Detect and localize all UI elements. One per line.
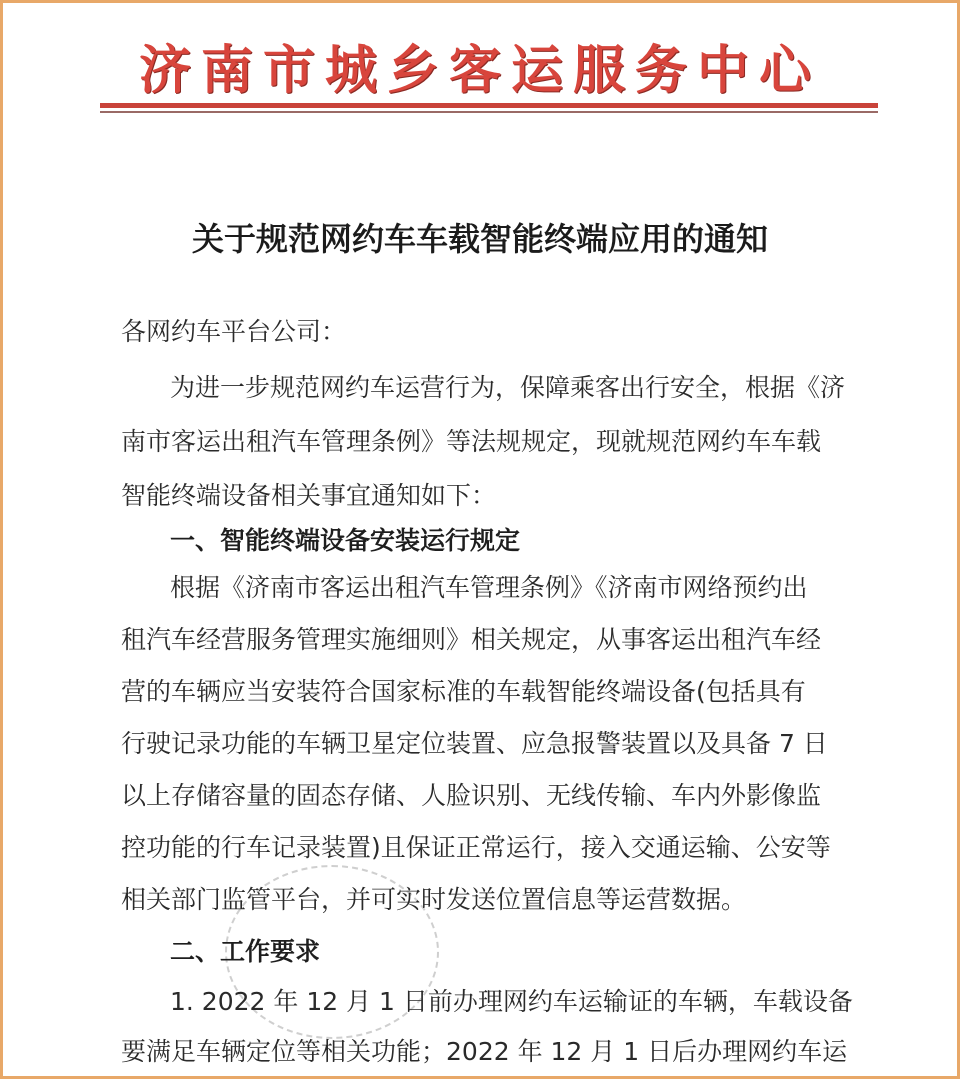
section-heading-2: 二、工作要求 xyxy=(170,937,321,966)
paragraph-line: 南市客运出租汽车管理条例》等法规规定，现就规范网约车车载 xyxy=(121,427,822,456)
paragraph-line: 为进一步规范网约车运营行为，保障乘客出行安全，根据《济 xyxy=(170,373,846,402)
salutation: 各网约车平台公司： xyxy=(121,317,347,346)
paragraph-line: 根据《济南市客运出租汽车管理条例》《济南市网络预约出 xyxy=(170,573,808,602)
paragraph-line: 1. 2022 年 12 月 1 日前办理网约车运输证的车辆，车载设备 xyxy=(170,987,853,1016)
paragraph-line: 租汽车经营服务管理实施细则》相关规定，从事客运出租汽车经 xyxy=(121,625,822,654)
masthead-rule-thick xyxy=(100,103,878,108)
paragraph-line: 行驶记录功能的车辆卫星定位装置、应急报警装置以及具备 7 日 xyxy=(121,729,828,758)
section-heading-1: 一、智能终端设备安装运行规定 xyxy=(170,526,521,555)
paragraph-line: 智能终端设备相关事宜通知如下： xyxy=(121,481,497,510)
paragraph-line: 相关部门监管平台，并可实时发送位置信息等运营数据。 xyxy=(121,885,747,914)
notice-title: 关于规范网约车车载智能终端应用的通知 xyxy=(191,220,768,258)
organization-masthead: 济南市城乡客运服务中心 xyxy=(138,40,821,101)
paragraph-line: 控功能的行车记录装置)且保证正常运行，接入交通运输、公安等 xyxy=(121,833,831,862)
masthead-rule-thin xyxy=(100,111,878,113)
paragraph-line: 以上存储容量的固态存储、人脸识别、无线传输、车内外影像监 xyxy=(121,781,822,810)
paragraph-line: 营的车辆应当安装符合国家标准的车载智能终端设备(包括具有 xyxy=(121,677,806,706)
paragraph-line: 要满足车辆定位等相关功能；2022 年 12 月 1 日后办理网约车运 xyxy=(121,1037,848,1066)
